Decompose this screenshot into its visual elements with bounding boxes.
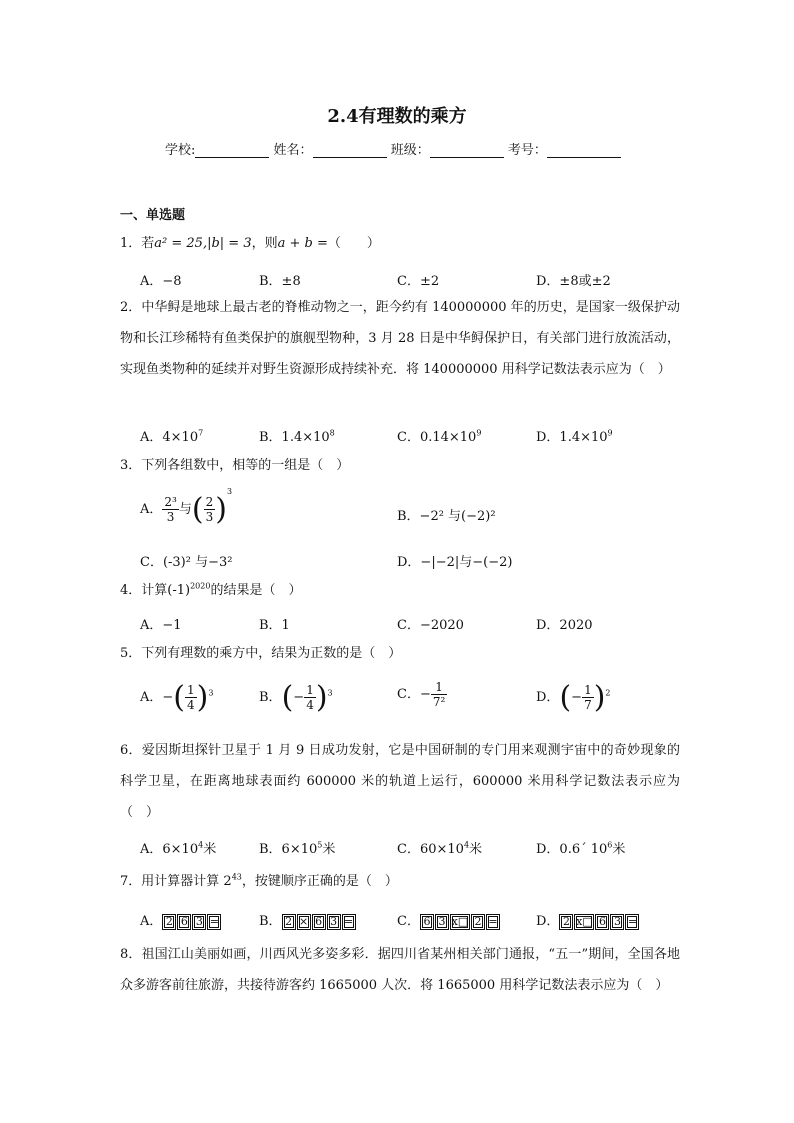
calc-key: 2 [559,914,573,930]
q1-stem-pre: 若 [141,236,155,251]
q3-option-a[interactable]: A． $\frac{\text{2³}}{3}$ 与( $\frac{2}{3}$ )$^3$ [140,487,233,527]
number-label: 考号： [507,143,547,158]
calc-key: 6 [420,914,434,930]
question-3: 3．下列各组数中，相等的一组是（ ） [120,458,350,473]
q2-option-b[interactable]: B．$1.4\times 10^8$ [259,428,335,445]
q2-option-c[interactable]: C．$0.14\times 10^9$ [397,428,482,445]
q5-option-b[interactable]: B．(− $\frac{1}{4}$ )$^3$ [259,680,333,715]
q7-option-b[interactable]: B． 2 × 6 3 = [259,910,357,930]
q7-option-c[interactable]: C． 6 3 x□ 2 = [397,910,501,930]
question-1 [120,228,380,259]
question-5: 5．下列有理数的乘方中，结果为正数的是（ ） [120,646,402,661]
q7-option-d[interactable]: D． 2 x□ 6 3 = [536,910,640,930]
school-label: 学校: [165,143,196,158]
q3-option-b[interactable]: B．−2² 与(−2)² [397,509,496,524]
q3-a-fraction-2: $\frac{2}{3}$ [205,495,214,524]
q5-option-c[interactable]: C．− $\frac{1}{\text{7²}}$ [397,680,446,709]
name-blank [313,143,387,158]
q1-option-d[interactable]: D．±8或±2 [536,274,611,289]
q1-number: 1． [120,236,142,251]
calc-key: 2 [471,914,485,930]
q6-option-c[interactable]: C．$60\times 10^4$米 [397,840,483,857]
q1-option-c[interactable]: C．±2 [397,274,440,289]
q5-b-fraction: $\frac{1}{4}$ [306,683,314,712]
q5-option-d[interactable]: D．(− $\frac{1}{7}$ )$^2$ [536,680,611,715]
question-8: 8．祖国江山美丽如画，川西风光多姿多彩．据四川省某州相关部门通报，“五一”期间，全国各地众多游客前往旅游，共接待游客约 1665000 人次．将 1665000 用科学记数法表示应为（ ） [120,947,680,993]
name-label: 姓名： [273,143,313,158]
class-blank [430,143,504,158]
question-4: 4．计算$(-1)^{2020}$的结果是（ ） [120,581,302,598]
q5-a-fraction: $\frac{1}{4}$ [187,683,195,712]
calc-key: 2 [282,914,296,930]
calc-key: 6 [312,914,326,930]
q2-option-a[interactable]: A．$4\times 10^7$ [140,428,204,445]
q3-option-c[interactable]: C．(-3)² 与−3² [140,555,233,570]
q4-option-b[interactable]: B．1 [259,618,290,633]
calc-key: 6 [177,914,191,930]
calc-key: x□ [576,914,593,928]
question-2: 2．中华鲟是地球上最古老的脊椎动物之一，距今约有 140000000 年的历史，是国家一级保护动物和长江珍稀特有鱼类保护的旗舰型物种，3 月 28 日是中华鲟保护日，有关部门进行放流活动，实现鱼类物种的延续并对野生资源形成持续补充．将 140000000 用科学记数法表示应为（ ） [120,300,680,377]
q5-option-a[interactable]: A．−( $\frac{1}{4}$ )$^3$ [140,680,214,715]
q6-option-b[interactable]: B．$6\times 10^5$米 [259,840,336,857]
class-label: 班级： [390,143,430,158]
q4-option-d[interactable]: D．2020 [536,618,593,633]
q3-a-fraction-1: $\frac{\text{2³}}{3}$ [164,495,177,524]
q1-option-b[interactable]: B．±8 [259,274,301,289]
calc-key: 6 [595,914,609,930]
calc-key: 2 [162,914,176,930]
page-title: 2.4有理数的乘方 [327,106,467,127]
calc-key: 3 [610,914,624,930]
q1-expression: a + b = [277,236,328,251]
school-blank [195,143,269,158]
q1-option-a[interactable]: A．−8 [140,274,182,289]
calc-key: 3 [435,914,449,930]
q7-option-a[interactable]: A． 2 6 3 = [140,910,222,930]
calc-key: = [207,914,221,930]
question-7: 7．用计算器计算 $2^{43}$，按键顺序正确的是（ ） [120,872,398,889]
calc-key: 3 [192,914,206,930]
q3-option-d[interactable]: D．−|−2|与−(−2) [397,555,513,570]
q1-stem-post: （ ） [327,236,380,251]
q1-stem-mid: ，则 [251,236,278,251]
q1-condition: a² = 25,|b| = 3 [154,236,252,251]
q6-option-d[interactable]: D．0.6´ $10^6$米 [536,840,626,857]
question-6: 6．爱因斯坦探针卫星于 1 月 9 日成功发射，它是中国研制的专门用来观测宇宙中的奇妙现象的科学卫星，在距离地球表面约 600000 米的轨道上运行，600000 米用科学记数法表示应为（ ） [120,743,680,820]
q5-d-fraction: $\frac{1}{7}$ [584,683,592,712]
number-blank [547,143,621,158]
q2-option-d[interactable]: D．$1.4\times 10^9$ [536,428,613,445]
q4-option-c[interactable]: C．−2020 [397,618,464,633]
calc-key: × [297,914,311,930]
section-heading: 一、单选题 [120,208,186,223]
student-info-line [165,139,621,158]
q5-c-fraction: $\frac{1}{\text{7²}}$ [432,680,446,709]
q4-expression: (-1) [167,583,191,598]
calc-key: 3 [327,914,341,930]
calc-key: = [486,914,500,930]
q4-option-a[interactable]: A．−1 [140,618,182,633]
calc-key: = [625,914,639,930]
calc-key: x□ [451,914,469,928]
calc-key: = [342,914,356,930]
q6-option-a[interactable]: A．$6\times 10^4$米 [140,840,217,857]
